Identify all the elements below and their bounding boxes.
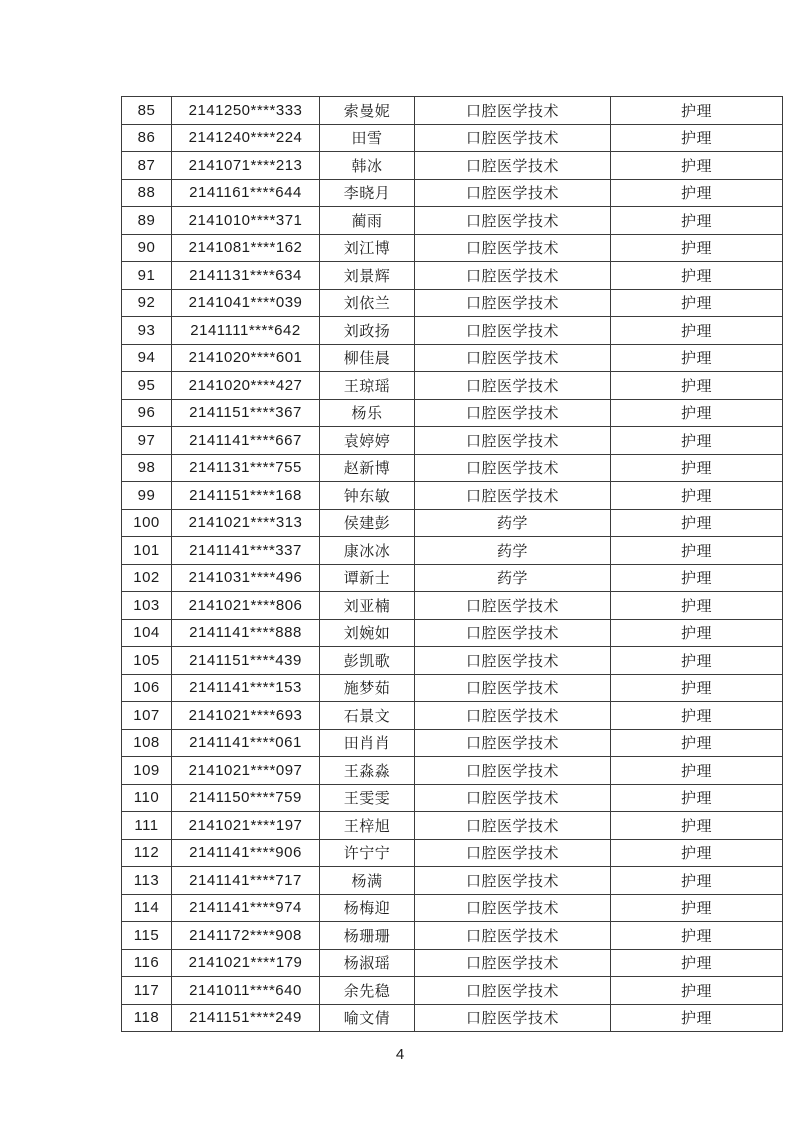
cell-exam-id: 2141021****693 (172, 702, 320, 730)
cell-category: 护理 (611, 894, 783, 922)
cell-exam-id: 2141250****333 (172, 97, 320, 125)
cell-category: 护理 (611, 399, 783, 427)
cell-category: 护理 (611, 317, 783, 345)
cell-major: 药学 (415, 537, 611, 565)
table-row (122, 619, 783, 647)
cell-major: 口腔医学技术 (415, 1004, 611, 1032)
cell-major: 口腔医学技术 (415, 482, 611, 510)
cell-name: 李晓月 (320, 179, 415, 207)
cell-major: 口腔医学技术 (415, 454, 611, 482)
cell-exam-id: 2141071****213 (172, 152, 320, 180)
cell-no: 95 (122, 372, 172, 400)
table-row (122, 344, 783, 372)
cell-name: 喻文倩 (320, 1004, 415, 1032)
roster-body (122, 97, 783, 1032)
cell-name: 刘景辉 (320, 262, 415, 290)
cell-exam-id: 2141141****153 (172, 674, 320, 702)
cell-name: 刘政扬 (320, 317, 415, 345)
cell-major: 口腔医学技术 (415, 894, 611, 922)
table-row (122, 949, 783, 977)
cell-major: 口腔医学技术 (415, 729, 611, 757)
cell-category: 护理 (611, 619, 783, 647)
cell-exam-id: 2141031****496 (172, 564, 320, 592)
cell-major: 口腔医学技术 (415, 757, 611, 785)
cell-major: 口腔医学技术 (415, 152, 611, 180)
page-number: 4 (395, 1046, 405, 1063)
cell-no: 93 (122, 317, 172, 345)
cell-category: 护理 (611, 647, 783, 675)
cell-major: 口腔医学技术 (415, 812, 611, 840)
cell-exam-id: 2141141****974 (172, 894, 320, 922)
cell-category: 护理 (611, 702, 783, 730)
cell-no: 104 (122, 619, 172, 647)
cell-exam-id: 2141150****759 (172, 784, 320, 812)
cell-major: 口腔医学技术 (415, 949, 611, 977)
table-row (122, 97, 783, 125)
cell-category: 护理 (611, 729, 783, 757)
table-row (122, 867, 783, 895)
cell-major: 口腔医学技术 (415, 839, 611, 867)
cell-major: 口腔医学技术 (415, 592, 611, 620)
cell-no: 107 (122, 702, 172, 730)
cell-category: 护理 (611, 867, 783, 895)
cell-name: 余先稳 (320, 977, 415, 1005)
cell-name: 王琼瑶 (320, 372, 415, 400)
cell-name: 康冰冰 (320, 537, 415, 565)
cell-name: 赵新博 (320, 454, 415, 482)
cell-no: 113 (122, 867, 172, 895)
cell-category: 护理 (611, 152, 783, 180)
cell-no: 108 (122, 729, 172, 757)
cell-exam-id: 2141011****640 (172, 977, 320, 1005)
cell-major: 口腔医学技术 (415, 399, 611, 427)
table-row (122, 317, 783, 345)
cell-exam-id: 2141041****039 (172, 289, 320, 317)
cell-name: 许宁宁 (320, 839, 415, 867)
cell-no: 116 (122, 949, 172, 977)
table-row (122, 427, 783, 455)
cell-category: 护理 (611, 977, 783, 1005)
cell-exam-id: 2141151****367 (172, 399, 320, 427)
cell-category: 护理 (611, 344, 783, 372)
cell-major: 口腔医学技术 (415, 317, 611, 345)
cell-exam-id: 2141020****601 (172, 344, 320, 372)
table-row (122, 262, 783, 290)
table-row (122, 454, 783, 482)
table-row (122, 509, 783, 537)
cell-category: 护理 (611, 482, 783, 510)
cell-no: 117 (122, 977, 172, 1005)
cell-major: 药学 (415, 564, 611, 592)
table-row (122, 179, 783, 207)
cell-no: 99 (122, 482, 172, 510)
cell-category: 护理 (611, 922, 783, 950)
cell-major: 药学 (415, 509, 611, 537)
table-row (122, 124, 783, 152)
cell-no: 112 (122, 839, 172, 867)
cell-major: 口腔医学技术 (415, 674, 611, 702)
cell-no: 87 (122, 152, 172, 180)
cell-name: 刘亚楠 (320, 592, 415, 620)
table-row (122, 647, 783, 675)
cell-exam-id: 2141141****717 (172, 867, 320, 895)
cell-no: 110 (122, 784, 172, 812)
cell-category: 护理 (611, 592, 783, 620)
cell-major: 口腔医学技术 (415, 234, 611, 262)
cell-name: 谭新士 (320, 564, 415, 592)
cell-name: 柳佳晨 (320, 344, 415, 372)
cell-name: 刘婉如 (320, 619, 415, 647)
cell-major: 口腔医学技术 (415, 344, 611, 372)
cell-no: 96 (122, 399, 172, 427)
cell-no: 111 (122, 812, 172, 840)
cell-no: 103 (122, 592, 172, 620)
cell-no: 118 (122, 1004, 172, 1032)
cell-name: 彭凯歌 (320, 647, 415, 675)
cell-category: 护理 (611, 427, 783, 455)
cell-name: 王梓旭 (320, 812, 415, 840)
cell-exam-id: 2141141****061 (172, 729, 320, 757)
cell-no: 89 (122, 207, 172, 235)
cell-exam-id: 2141172****908 (172, 922, 320, 950)
cell-exam-id: 2141021****313 (172, 509, 320, 537)
cell-name: 韩冰 (320, 152, 415, 180)
cell-no: 94 (122, 344, 172, 372)
cell-category: 护理 (611, 564, 783, 592)
table-row (122, 399, 783, 427)
cell-no: 106 (122, 674, 172, 702)
table-row (122, 894, 783, 922)
table-row (122, 784, 783, 812)
cell-category: 护理 (611, 812, 783, 840)
cell-major: 口腔医学技术 (415, 977, 611, 1005)
cell-major: 口腔医学技术 (415, 207, 611, 235)
cell-exam-id: 2141151****249 (172, 1004, 320, 1032)
cell-major: 口腔医学技术 (415, 427, 611, 455)
cell-exam-id: 2141021****097 (172, 757, 320, 785)
cell-category: 护理 (611, 839, 783, 867)
table-row (122, 564, 783, 592)
cell-exam-id: 2141131****634 (172, 262, 320, 290)
cell-major: 口腔医学技术 (415, 372, 611, 400)
table-row (122, 537, 783, 565)
table-row (122, 977, 783, 1005)
cell-no: 85 (122, 97, 172, 125)
cell-no: 98 (122, 454, 172, 482)
cell-no: 90 (122, 234, 172, 262)
table-row (122, 812, 783, 840)
cell-exam-id: 2141141****667 (172, 427, 320, 455)
cell-major: 口腔医学技术 (415, 647, 611, 675)
cell-category: 护理 (611, 124, 783, 152)
cell-exam-id: 2141240****224 (172, 124, 320, 152)
table-row (122, 234, 783, 262)
cell-exam-id: 2141151****168 (172, 482, 320, 510)
cell-category: 护理 (611, 674, 783, 702)
cell-category: 护理 (611, 372, 783, 400)
cell-major: 口腔医学技术 (415, 702, 611, 730)
table-row (122, 922, 783, 950)
cell-major: 口腔医学技术 (415, 124, 611, 152)
cell-category: 护理 (611, 454, 783, 482)
cell-name: 侯建彭 (320, 509, 415, 537)
cell-name: 钟东敏 (320, 482, 415, 510)
cell-name: 田肖肖 (320, 729, 415, 757)
cell-no: 86 (122, 124, 172, 152)
cell-name: 索曼妮 (320, 97, 415, 125)
cell-no: 97 (122, 427, 172, 455)
table-row (122, 372, 783, 400)
cell-exam-id: 2141141****906 (172, 839, 320, 867)
cell-name: 王雯雯 (320, 784, 415, 812)
cell-major: 口腔医学技术 (415, 867, 611, 895)
table-row (122, 729, 783, 757)
table-row (122, 757, 783, 785)
cell-exam-id: 2141111****642 (172, 317, 320, 345)
cell-category: 护理 (611, 207, 783, 235)
cell-name: 刘依兰 (320, 289, 415, 317)
cell-no: 92 (122, 289, 172, 317)
cell-exam-id: 2141131****755 (172, 454, 320, 482)
cell-exam-id: 2141151****439 (172, 647, 320, 675)
table-row (122, 674, 783, 702)
cell-name: 刘江博 (320, 234, 415, 262)
cell-name: 王淼淼 (320, 757, 415, 785)
cell-name: 施梦茹 (320, 674, 415, 702)
cell-name: 杨乐 (320, 399, 415, 427)
cell-category: 护理 (611, 97, 783, 125)
table-row (122, 152, 783, 180)
cell-exam-id: 2141141****337 (172, 537, 320, 565)
cell-exam-id: 2141021****179 (172, 949, 320, 977)
table-row (122, 592, 783, 620)
cell-exam-id: 2141020****427 (172, 372, 320, 400)
cell-no: 114 (122, 894, 172, 922)
cell-exam-id: 2141010****371 (172, 207, 320, 235)
cell-category: 护理 (611, 784, 783, 812)
cell-no: 115 (122, 922, 172, 950)
cell-name: 田雪 (320, 124, 415, 152)
cell-exam-id: 2141161****644 (172, 179, 320, 207)
cell-no: 102 (122, 564, 172, 592)
cell-name: 杨梅迎 (320, 894, 415, 922)
table-row (122, 482, 783, 510)
cell-exam-id: 2141021****806 (172, 592, 320, 620)
cell-major: 口腔医学技术 (415, 97, 611, 125)
table-row (122, 289, 783, 317)
cell-exam-id: 2141141****888 (172, 619, 320, 647)
cell-no: 91 (122, 262, 172, 290)
cell-category: 护理 (611, 537, 783, 565)
cell-name: 杨满 (320, 867, 415, 895)
table-row (122, 1004, 783, 1032)
cell-category: 护理 (611, 1004, 783, 1032)
table-row (122, 207, 783, 235)
cell-no: 109 (122, 757, 172, 785)
cell-major: 口腔医学技术 (415, 179, 611, 207)
cell-major: 口腔医学技术 (415, 289, 611, 317)
cell-no: 88 (122, 179, 172, 207)
cell-category: 护理 (611, 757, 783, 785)
cell-name: 袁婷婷 (320, 427, 415, 455)
cell-major: 口腔医学技术 (415, 922, 611, 950)
cell-category: 护理 (611, 949, 783, 977)
roster-table (121, 96, 783, 1032)
cell-name: 石景文 (320, 702, 415, 730)
cell-exam-id: 2141081****162 (172, 234, 320, 262)
cell-no: 101 (122, 537, 172, 565)
cell-major: 口腔医学技术 (415, 262, 611, 290)
cell-category: 护理 (611, 262, 783, 290)
cell-category: 护理 (611, 179, 783, 207)
cell-no: 105 (122, 647, 172, 675)
cell-exam-id: 2141021****197 (172, 812, 320, 840)
cell-category: 护理 (611, 234, 783, 262)
cell-major: 口腔医学技术 (415, 619, 611, 647)
cell-no: 100 (122, 509, 172, 537)
cell-major: 口腔医学技术 (415, 784, 611, 812)
cell-name: 杨淑瑶 (320, 949, 415, 977)
cell-name: 蔺雨 (320, 207, 415, 235)
cell-category: 护理 (611, 509, 783, 537)
table-row (122, 839, 783, 867)
cell-name: 杨珊珊 (320, 922, 415, 950)
cell-category: 护理 (611, 289, 783, 317)
table-row (122, 702, 783, 730)
